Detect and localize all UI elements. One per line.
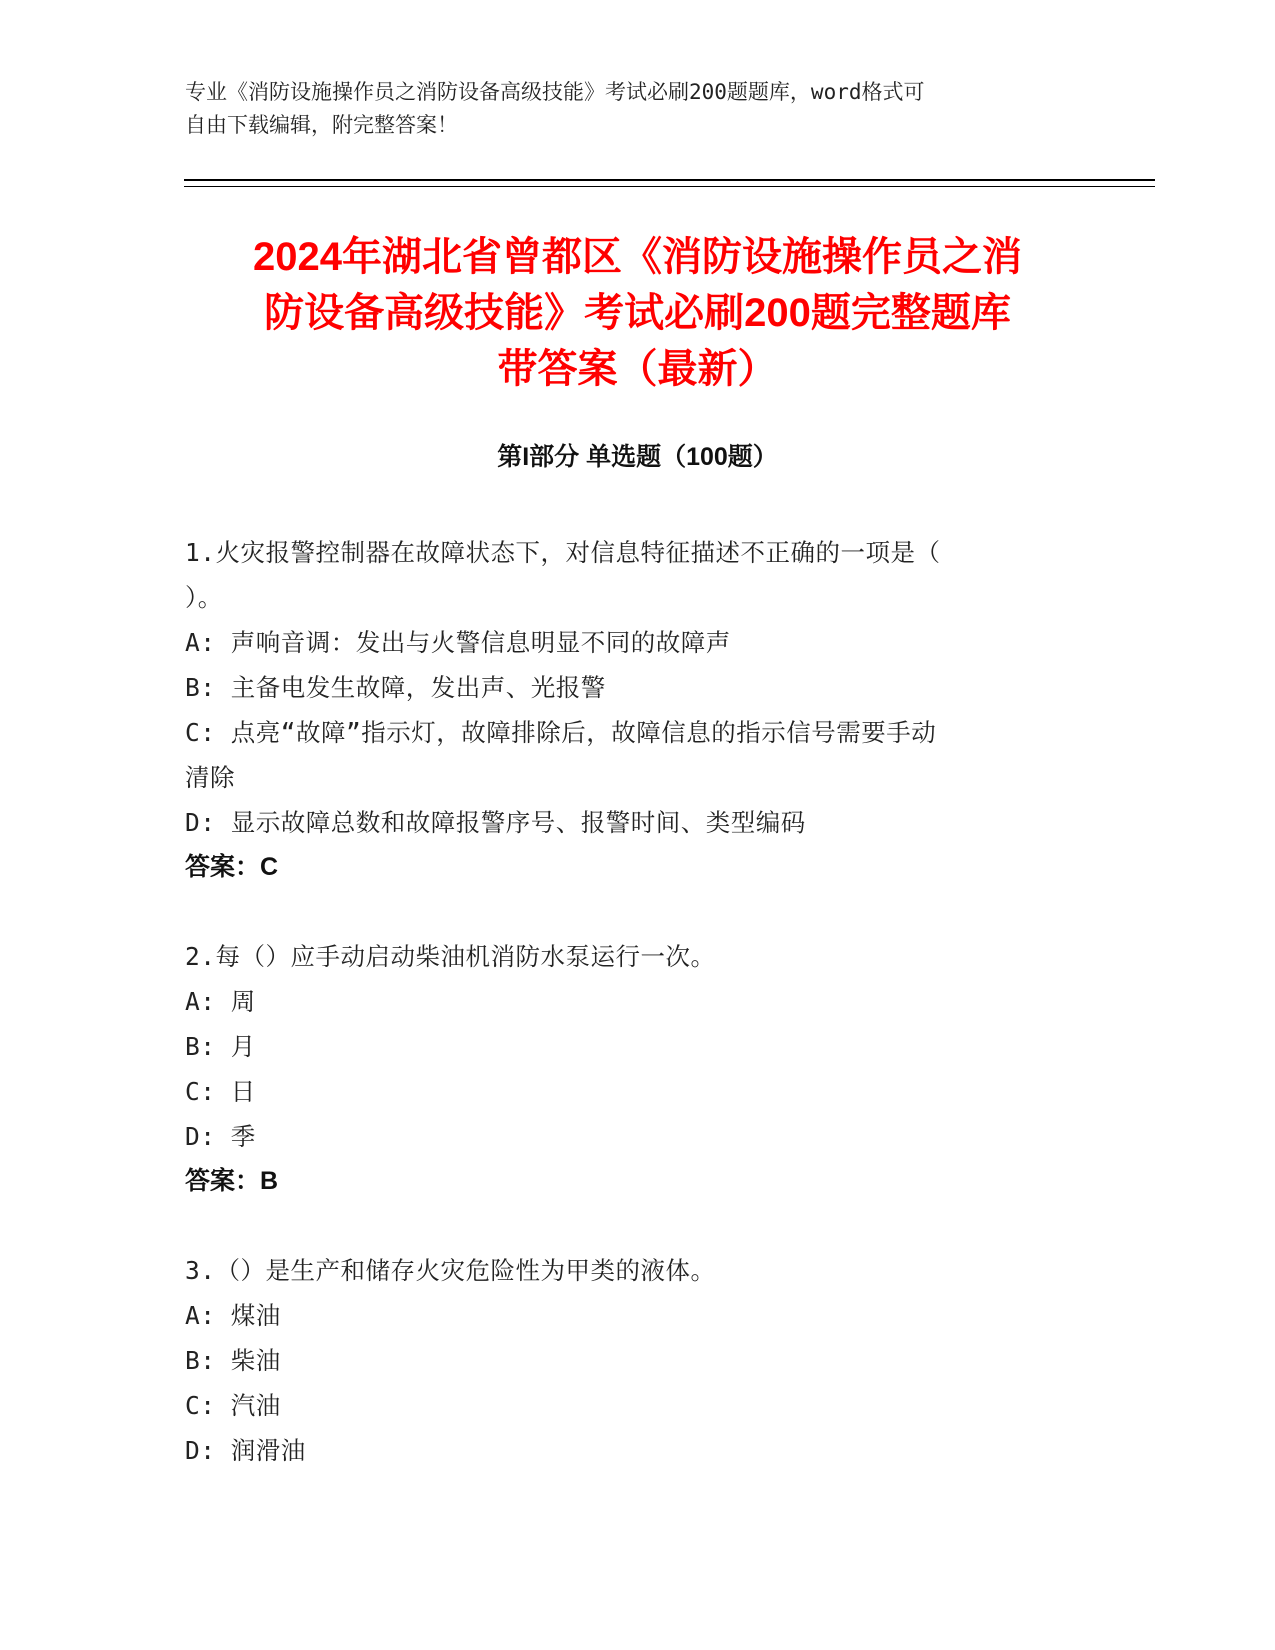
question-1 bbox=[185, 530, 1075, 890]
answer-key: 答案：C bbox=[185, 853, 279, 881]
option-d: D: 润滑油 bbox=[185, 1436, 306, 1465]
option-c: C: 日 bbox=[185, 1077, 256, 1106]
option-d: D: 显示故障总数和故障报警序号、报警时间、类型编码 bbox=[185, 808, 806, 837]
option-b: B: 月 bbox=[185, 1032, 256, 1061]
option-c: C: 汽油 bbox=[185, 1391, 281, 1420]
option-c: C: 点亮“故障”指示灯，故障排除后，故障信息的指示信号需要手动 bbox=[185, 718, 937, 747]
option-a: A: 声响音调：发出与火警信息明显不同的故障声 bbox=[185, 628, 731, 657]
question-3 bbox=[185, 1248, 1075, 1473]
section-heading: 第I部分 单选题（100题） bbox=[497, 443, 778, 471]
option-a: A: 周 bbox=[185, 987, 256, 1016]
document-title bbox=[160, 229, 1115, 397]
header-divider-thick bbox=[184, 179, 1155, 181]
option-c-continued: 清除 bbox=[185, 763, 235, 792]
answer-key: 答案：B bbox=[185, 1167, 279, 1195]
header-note-line: 专业《消防设施操作员之消防设备高级技能》考试必刷200题题库，word格式可 bbox=[185, 80, 925, 104]
option-d: D: 季 bbox=[185, 1122, 256, 1151]
option-b: B: 主备电发生故障，发出声、光报警 bbox=[185, 673, 606, 702]
header-divider-thin bbox=[184, 186, 1155, 187]
option-b: B: 柴油 bbox=[185, 1346, 281, 1375]
question-stem-continued: ）。 bbox=[185, 583, 223, 612]
header-note-line: 自由下载编辑，附完整答案！ bbox=[185, 113, 458, 137]
title-line: 2024年湖北省曾都区《消防设施操作员之消 bbox=[253, 235, 1022, 279]
option-a: A: 煤油 bbox=[185, 1301, 281, 1330]
question-stem: 2.每（）应手动启动柴油机消防水泵运行一次。 bbox=[185, 942, 716, 971]
title-line: 带答案（最新） bbox=[497, 347, 778, 391]
header-note bbox=[185, 76, 1065, 142]
question-stem: 3.（）是生产和储存火灾危险性为甲类的液体。 bbox=[185, 1256, 716, 1285]
question-2 bbox=[185, 934, 1075, 1204]
question-stem: 1.火灾报警控制器在故障状态下，对信息特征描述不正确的一项是（ bbox=[185, 538, 941, 567]
title-line: 防设备高级技能》考试必刷200题完整题库 bbox=[264, 291, 1011, 335]
question-list bbox=[185, 530, 1075, 1517]
